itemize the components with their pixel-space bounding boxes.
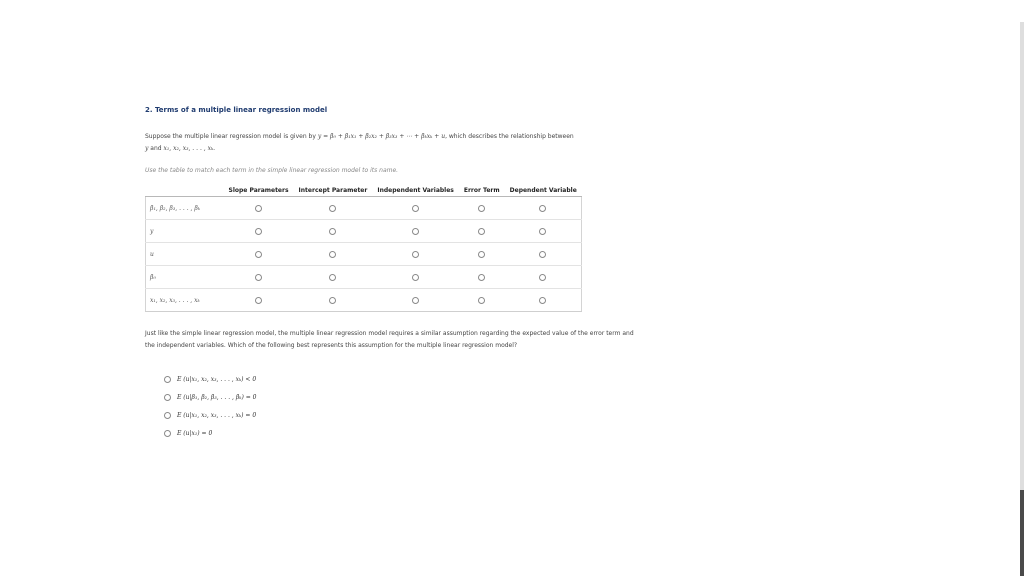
answer-options bbox=[164, 370, 645, 442]
radio-intercept[interactable] bbox=[329, 297, 336, 304]
radio-slope[interactable] bbox=[255, 297, 262, 304]
scrollbar-thumb[interactable] bbox=[1020, 490, 1024, 576]
intro-and: and bbox=[148, 145, 164, 152]
option-radio[interactable] bbox=[164, 376, 171, 383]
radio-slope[interactable] bbox=[255, 251, 262, 258]
radio-slope[interactable] bbox=[255, 274, 262, 281]
radio-independent[interactable] bbox=[412, 251, 419, 258]
radio-dependent[interactable] bbox=[539, 297, 546, 304]
intro-suffix: , which describes the relationship between bbox=[445, 133, 574, 140]
question-title: 2. Terms of a multiple linear regression model bbox=[145, 106, 328, 114]
option-label: E (u|x₁, x₂, x₃, . . . , xₖ) < 0 bbox=[177, 375, 257, 383]
option-radio[interactable] bbox=[164, 394, 171, 401]
radio-slope[interactable] bbox=[255, 228, 262, 235]
column-header: Independent Variables bbox=[372, 184, 459, 197]
radio-error[interactable] bbox=[478, 297, 485, 304]
radio-independent[interactable] bbox=[412, 228, 419, 235]
independent-vars: x₁, x₂, x₃, . . . , xₖ. bbox=[163, 145, 216, 152]
column-header: Slope Parameters bbox=[224, 184, 294, 197]
radio-intercept[interactable] bbox=[329, 205, 336, 212]
radio-independent[interactable] bbox=[412, 297, 419, 304]
table-row bbox=[146, 220, 582, 243]
column-header: Error Term bbox=[459, 184, 505, 197]
radio-dependent[interactable] bbox=[539, 274, 546, 281]
option-label: E (u|x₁, x₂, x₃, . . . , xₖ) = 0 bbox=[177, 411, 257, 419]
term-cell: β₀ bbox=[146, 266, 224, 289]
instruction-text: Use the table to match each term in the simple linear regression model to its name. bbox=[145, 167, 399, 174]
option-radio[interactable] bbox=[164, 412, 171, 419]
option-label: E (u|β₁, β₂, β₃, . . . , βₖ) = 0 bbox=[177, 393, 257, 401]
option-radio[interactable] bbox=[164, 430, 171, 437]
table-row bbox=[146, 289, 582, 312]
term-cell: β₁, β₂, β₃, . . . , βₖ bbox=[146, 197, 224, 220]
model-equation: y = β₀ + β₁x₁ + β₂x₂ + β₃x₃ + ⋯ + βₖxₖ + u bbox=[317, 133, 446, 140]
radio-independent[interactable] bbox=[412, 205, 419, 212]
term-cell: y bbox=[146, 220, 224, 243]
table-row bbox=[146, 243, 582, 266]
radio-dependent[interactable] bbox=[539, 251, 546, 258]
radio-error[interactable] bbox=[478, 228, 485, 235]
term-header bbox=[146, 184, 224, 197]
answer-option[interactable] bbox=[164, 406, 645, 424]
radio-error[interactable] bbox=[478, 251, 485, 258]
matching-table bbox=[145, 184, 582, 312]
option-label: E (u|x₁) = 0 bbox=[177, 429, 213, 437]
radio-slope[interactable] bbox=[255, 205, 262, 212]
question-content bbox=[145, 106, 645, 442]
radio-independent[interactable] bbox=[412, 274, 419, 281]
term-cell: x₁, x₂, x₃, . . . , xₖ bbox=[146, 289, 224, 312]
dependent-var: y bbox=[145, 145, 149, 152]
table-header-row bbox=[146, 184, 582, 197]
radio-error[interactable] bbox=[478, 274, 485, 281]
answer-option[interactable] bbox=[164, 388, 645, 406]
term-cell: u bbox=[146, 243, 224, 266]
column-header: Intercept Parameter bbox=[294, 184, 373, 197]
radio-intercept[interactable] bbox=[329, 228, 336, 235]
column-header: Dependent Variable bbox=[505, 184, 582, 197]
radio-intercept[interactable] bbox=[329, 274, 336, 281]
table-row bbox=[146, 197, 582, 220]
intro-prefix: Suppose the multiple linear regression model is given by bbox=[145, 133, 318, 140]
intro-text bbox=[145, 131, 645, 155]
answer-option[interactable] bbox=[164, 370, 645, 388]
radio-dependent[interactable] bbox=[539, 228, 546, 235]
followup-text: Just like the simple linear regression model, the multiple linear regression model requires a similar assumption regarding the expected value of the error term and the independent variables. Which of the following best represents this assumption for the multiple linear regression model? bbox=[145, 330, 634, 349]
table-row bbox=[146, 266, 582, 289]
radio-dependent[interactable] bbox=[539, 205, 546, 212]
radio-intercept[interactable] bbox=[329, 251, 336, 258]
answer-option[interactable] bbox=[164, 424, 645, 442]
radio-error[interactable] bbox=[478, 205, 485, 212]
